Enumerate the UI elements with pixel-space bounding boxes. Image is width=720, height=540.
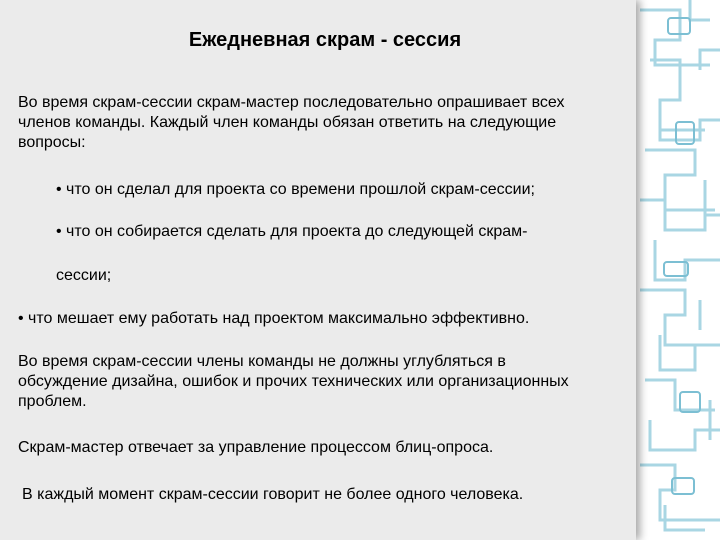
paragraph-discussion-line: Во время скрам-сессии члены команды не должны углубляться в — [18, 353, 506, 370]
paragraph-one-speaker: В каждый момент скрам-сессии говорит не более одного человека. — [22, 486, 524, 503]
paragraph-intro-line: Во время скрам-сессии скрам-мастер последовательно опрашивает всех — [18, 94, 565, 111]
slide-title: Ежедневная скрам - сессия — [188, 29, 462, 51]
paragraph-discussion — [18, 352, 569, 412]
paragraph-discussion-line: проблем. — [18, 393, 87, 410]
paragraph-intro-line: членов команды. Каждый член команды обязан ответить на следующие — [18, 114, 557, 131]
paragraph-intro-line: вопросы: — [18, 134, 86, 151]
paragraph-intro — [18, 93, 564, 153]
paragraph-scrum-master: Скрам-мастер отвечает за управление процессом блиц-опроса. — [18, 439, 494, 456]
bullet-item-continuation: сессии; — [56, 267, 112, 284]
paragraph-discussion-line: обсуждение дизайна, ошибок и прочих технических или организационных — [18, 373, 569, 390]
bullet-item: • что он сделал для проекта со времени прошлой скрам-сессии; — [56, 181, 535, 198]
bullet-item: • что мешает ему работать над проектом максимально эффективно. — [18, 310, 530, 327]
bullet-item: • что он собирается сделать для проекта до следующей скрам- — [56, 223, 528, 240]
